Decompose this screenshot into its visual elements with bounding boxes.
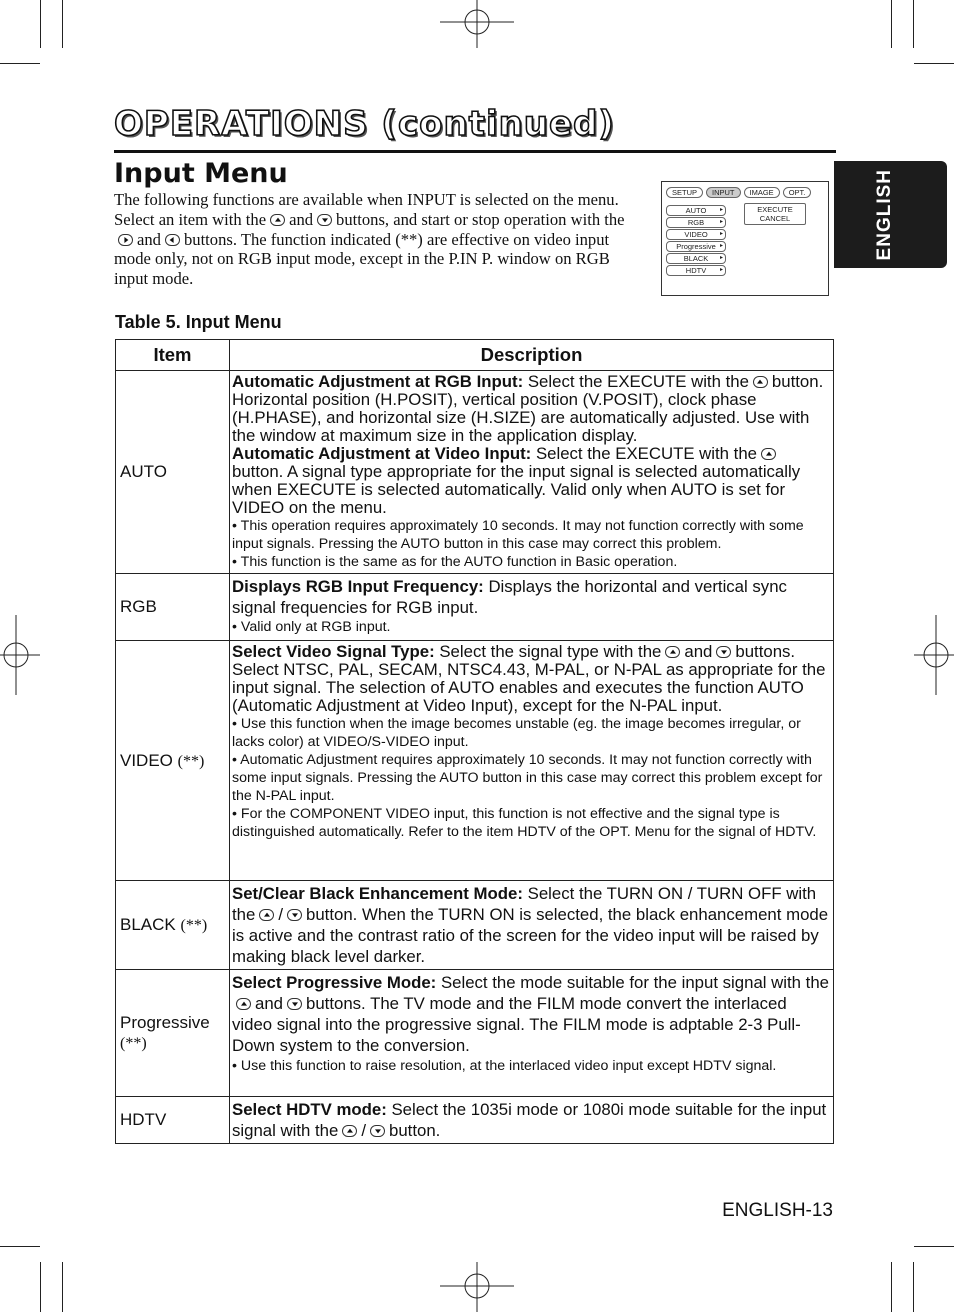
language-tab [834,161,947,268]
up-button-icon [665,646,680,658]
crop-mark [0,63,40,64]
down-button-icon [287,998,302,1010]
header-item: Item [116,340,230,371]
up-button-icon [753,376,768,388]
item-auto: AUTO [116,371,230,574]
down-button-icon [317,214,332,226]
osd-execute: EXECUTE [757,205,793,214]
crop-mark [62,0,63,48]
language-tab-label: ENGLISH [874,169,895,261]
registration-mark-icon [914,615,954,695]
osd-tab-selected: INPUT [706,187,741,198]
crop-mark [62,1262,63,1312]
left-button-icon [165,234,180,246]
registration-mark-icon [440,0,514,48]
osd-item: VIDEO ▸ [666,229,726,240]
crop-mark [914,63,954,64]
osd-tab: OPT. [783,187,812,198]
table-caption: Table 5. Input Menu [115,312,282,332]
osd-cancel: CANCEL [759,214,791,223]
table-row [116,574,834,641]
table-row [116,641,834,881]
up-button-icon [259,909,274,921]
osd-tabs [666,187,811,198]
right-button-icon [118,234,133,246]
note: • This operation requires approximately 10 seconds. It may not function correctly with some input signals. Pressing the AUTO button in this case may correct this problem. [232,518,804,552]
osd-item: AUTO ▸ [666,205,726,216]
crop-mark [891,0,892,48]
osd-item: HDTV ▸ [666,265,726,276]
osd-execute-box [744,203,806,225]
table-row [116,1097,834,1144]
description-progressive: Select Progressive Mode: Select the mode suitable for the input signal with theand buttons. The TV mode and the FILM mode convert the interlaced video signal into the progressive signal. The FILM mode is adptable 2-3 Pull-Down system to the conversion. • Use this function to raise resolution, at the interlaced video input except HDTV signal. [230,970,834,1097]
note: • For the COMPONENT VIDEO input, this function is not effective and the signal type is distinguished automatically. Refer to the item HDTV of the OPT. Menu for the signal of HDTV. [232,806,817,840]
osd-item: RGB ▸ [666,217,726,228]
header-description: Description [230,340,834,371]
up-button-icon [236,998,251,1010]
note: • Use this function to raise resolution, at the interlaced video input except HDTV signal. [232,1058,777,1074]
osd-item: BLACK ▸ [666,253,726,264]
registration-mark-icon [440,1262,514,1312]
crop-mark [891,1262,892,1312]
crop-mark [40,1262,41,1312]
input-menu-table [115,339,834,1144]
item-black: BLACK (**) [116,881,230,970]
item-hdtv: HDTV [116,1097,230,1144]
item-video: VIDEO (**) [116,641,230,881]
down-button-icon [287,909,302,921]
crop-mark [40,0,41,48]
description-rgb: Displays RGB Input Frequency: Displays the horizontal and vertical sync signal frequencies for RGB input. • Valid only at RGB input. [230,574,834,641]
description-video: Select Video Signal Type: Select the signal type with the and buttons. Select NTSC, PAL, SECAM, NTSC4.43, M-PAL, or N-PAL as appropriate for the input signal. The selection of AUTO enables and executes the function AUTO (Automatic Adjustment at Video Input), except for the N-PAL input. • Use this function when the image becomes unstable (eg. the image becomes irregular, or lacks color) at VIDEO/S-VIDEO input. • Automatic Adjustment requires approximately 10 seconds. It may not function correctly with some input signals. Pressing the AUTO button in this case may correct this problem except for the N-PAL input. • For the COMPONENT VIDEO input, this function is not effective and the signal type is distinguished automatically. Refer to the item HDTV of the OPT. Menu for the signal of HDTV. [230,641,834,881]
crop-mark [914,1246,954,1247]
osd-tab: SETUP [666,187,703,198]
crop-mark [0,1246,40,1247]
page-title: OPERATIONS (continued) [114,104,615,144]
osd-item-list [666,205,726,277]
intro-paragraph: The following functions are available when INPUT is selected on the menu. Select an item with the and buttons, and start or stop operation with theand buttons. The function indicated (**) are effective on video input mode only, not on RGB input mode, except in the P.IN P. window on RGB input mode. [114,190,625,289]
item-progressive: Progressive (**) [116,970,230,1097]
table-header-row [116,340,834,371]
up-button-icon [342,1125,357,1137]
up-button-icon [270,214,285,226]
osd-tab: IMAGE [744,187,780,198]
down-button-icon [370,1125,385,1137]
description-black: Set/Clear Black Enhancement Mode: Select the TURN ON / TURN OFF with the / button. When the TURN ON is selected, the black enhancement mode is active and the contrast ratio of the screen for the video input will be raised by making black level darker. [230,881,834,970]
crop-mark [913,0,914,48]
crop-mark [913,1262,914,1312]
table-row [116,970,834,1097]
section-title: Input Menu [114,158,288,189]
down-button-icon [716,646,731,658]
item-rgb: RGB [116,574,230,641]
note: • Use this function when the image becomes unstable (eg. the image becomes irregular, or lacks color) at VIDEO/S-VIDEO input. [232,716,801,750]
table-row [116,881,834,970]
description-hdtv: Select HDTV mode: Select the 1035i mode or 1080i mode suitable for the input signal with the / button. [230,1097,834,1144]
table-row [116,371,834,574]
osd-menu-illustration [661,181,829,296]
page-number: ENGLISH-13 [722,1200,833,1221]
title-divider [114,150,836,153]
note: • Valid only at RGB input. [232,619,391,635]
note: • This function is the same as for the AUTO function in Basic operation. [232,554,678,570]
registration-mark-icon [0,615,40,695]
osd-item: Progressive ▸ [666,241,726,252]
description-auto: Automatic Adjustment at RGB Input: Select the EXECUTE with the button. Horizontal position (H.POSIT), vertical position (V.POSIT), clock phase (H.PHASE), and horizontal size (H.SIZE) are automatically adjusted. Use with the window at maximum size in the application display. Automatic Adjustment at Video Input: Select the EXECUTE with thebutton. A signal type appropriate for the input signal is selected automatically when EXECUTE is selected automatically. Valid only when AUTO is set for VIDEO on the menu. • This operation requires approximately 10 seconds. It may not function correctly with some input signals. Pressing the AUTO button in this case may correct this problem. • This function is the same as for the AUTO function in Basic operation. [230,371,834,574]
note: • Automatic Adjustment requires approximately 10 seconds. It may not function correctly with some input signals. Pressing the AUTO button in this case may correct this problem except for the N-PAL input. [232,752,823,804]
up-button-icon [761,448,776,460]
